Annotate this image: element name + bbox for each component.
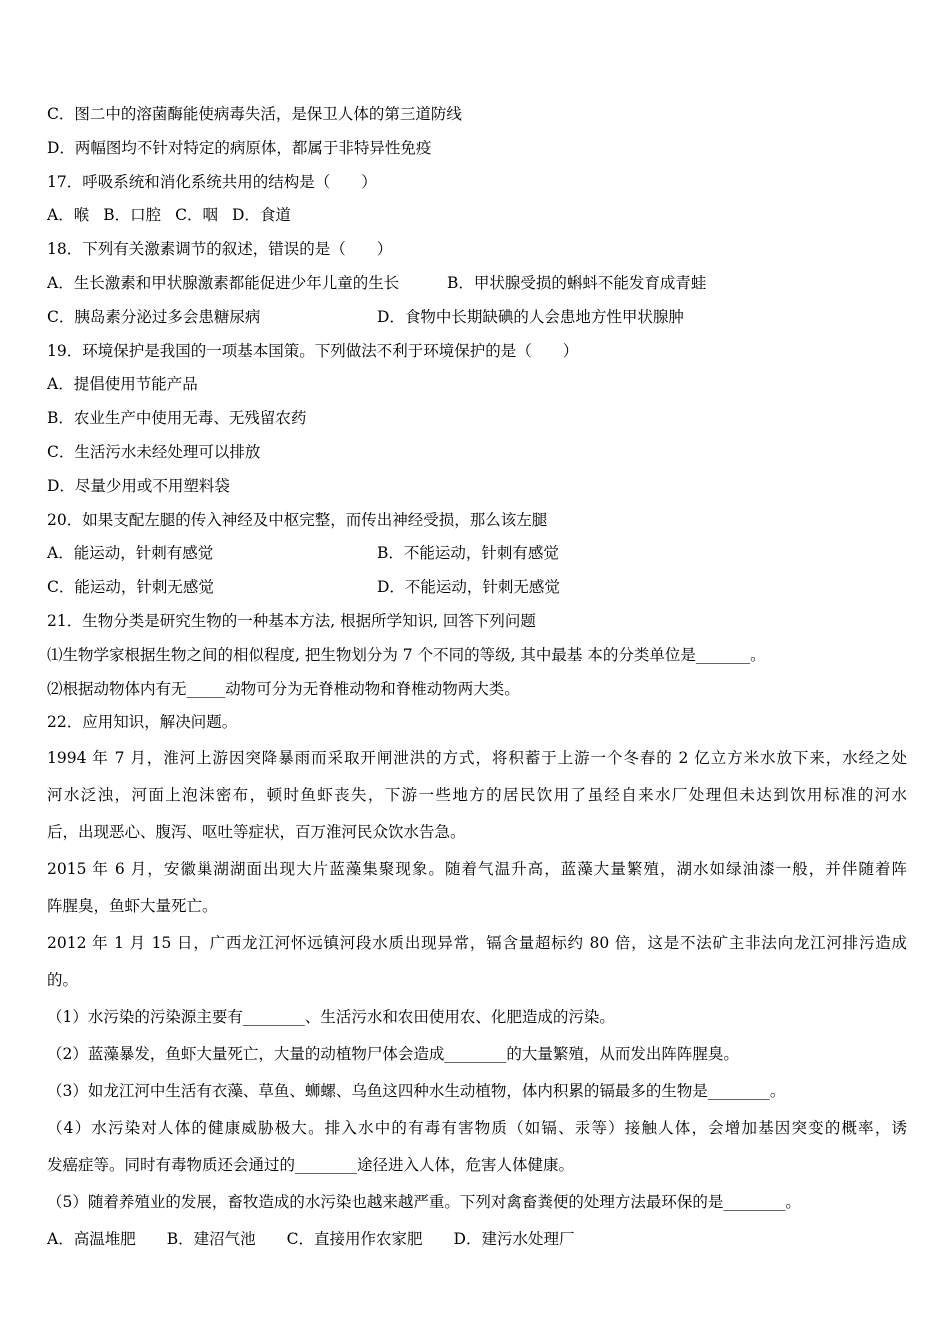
- q20-option-a: A．能运动，针刺有感觉: [47, 544, 214, 563]
- q22-paragraph2-line1: 2015 年 6 月，安徽巢湖湖面出现大片蓝藻集聚现象。随着气温升高，蓝藻大量繁殖，湖水如绿油漆一般，并伴随着阵: [47, 860, 907, 879]
- q20-option-d: D．不能运动，针刺无感觉: [377, 578, 560, 597]
- q17-option-a: A．喉: [47, 206, 90, 225]
- q19-option-c: C．生活污水未经处理可以排放: [47, 442, 261, 461]
- q17-option-c: C．咽: [175, 206, 218, 225]
- q20-option-c: C．能运动，针刺无感觉: [47, 578, 214, 597]
- q19-option-a: A．提倡使用节能产品: [47, 375, 198, 394]
- q19-option-b: B．农业生产中使用无毒、无残留农药: [47, 409, 307, 428]
- q18-option-b: B．甲状腺受损的蝌蚪不能发育成青蛙: [447, 273, 707, 292]
- q21-sub2: ⑵根据动物体内有无_____动物可分为无脊椎动物和脊椎动物两大类。: [47, 679, 520, 698]
- q22-paragraph2-line2: 阵腥臭，鱼虾大量死亡。: [47, 897, 218, 916]
- q17-options: [47, 199, 907, 233]
- q17-stem: 17．呼吸系统和消化系统共用的结构是（ ）: [47, 172, 377, 191]
- q22-sub5-option-d: D．建污水处理厂: [453, 1230, 575, 1249]
- q19-stem: 19．环境保护是我国的一项基本国策。下列做法不利于环境保护的是（ ）: [47, 341, 579, 360]
- q20-stem: 20．如果支配左腿的传入神经及中枢完整，而传出神经受损，那么该左腿: [47, 510, 548, 529]
- q22-sub3: （3）如龙江河中生活有衣藻、草鱼、蛳螺、乌鱼这四种水生动植物，体内积累的镉最多的生物是________。: [47, 1082, 786, 1101]
- q22-paragraph1-line2: 河水泛浊，河面上泡沫密布，顿时鱼虾丧失，下游一些地方的居民饮用了虽经自来水厂处理但未达到饮用标准的河水: [47, 786, 907, 805]
- q22-sub5-option-c: C．直接用作农家肥: [286, 1230, 423, 1249]
- q22-sub1: （1）水污染的污染源主要有________、生活污水和农田使用农、化肥造成的污染。: [47, 1008, 615, 1027]
- q17-option-b: B．口腔: [103, 206, 162, 225]
- q22-sub5-options: [47, 1221, 907, 1258]
- q19-option-d: D．尽量少用或不用塑料袋: [47, 476, 230, 495]
- q20-option-b: B．不能运动，针刺有感觉: [377, 544, 559, 563]
- exam-page: [47, 98, 907, 1258]
- q22-sub4-line2: 发癌症等。同时有毒物质还会通过的________途径进入人体，危害人体健康。: [47, 1156, 575, 1175]
- q18-options-row2: [47, 301, 907, 335]
- q22-paragraph3-line1: 2012 年 1 月 15 日，广西龙江河怀远镇河段水质出现异常，镉含量超标约 80 倍，这是不法矿主非法向龙江河排污造成: [47, 934, 907, 953]
- q22-paragraph3-line2: 的。: [47, 971, 79, 990]
- q20-options-row1: [47, 537, 907, 571]
- q18-option-d: D．食物中长期缺碘的人会患地方性甲状腺肿: [377, 307, 684, 326]
- q22-stem: 22．应用知识，解决问题。: [47, 713, 238, 732]
- q17-option-d: D．食道: [231, 206, 291, 225]
- q16-option-d: D．两幅图均不针对特定的病原体，都属于非特异性免疫: [47, 138, 432, 157]
- q16-option-c: C．图二中的溶菌酶能使病毒失活，是保卫人体的第三道防线: [47, 105, 462, 123]
- q21-stem: 21．生物分类是研究生物的一种基本方法, 根据所学知识, 回答下列问题: [47, 611, 536, 630]
- q22-sub2: （2）蓝藻暴发，鱼虾大量死亡，大量的动植物尸体会造成________的大量繁殖，从而发出阵阵腥臭。: [47, 1045, 739, 1064]
- q18-stem: 18．下列有关激素调节的叙述，错误的是（ ）: [47, 240, 393, 259]
- q21-sub1: ⑴生物学家根据生物之间的相似程度, 把生物划分为 7 个不同的等级, 其中最基 本的分类单位是_______。: [47, 645, 766, 664]
- q22-sub5-option-b: B．建沼气池: [166, 1230, 256, 1249]
- q18-option-c: C．胰岛素分泌过多会患糖尿病: [47, 307, 261, 326]
- q22-paragraph1-line3: 后，出现恶心、腹泻、呕吐等症状，百万淮河民众饮水告急。: [47, 823, 466, 842]
- q20-options-row2: [47, 571, 907, 605]
- q22-sub5: （5）随着养殖业的发展，畜牧造成的水污染也越来越严重。下列对禽畜粪便的处理方法最环保的是________。: [47, 1193, 801, 1212]
- q22-sub5-option-a: A．高温堆肥: [47, 1230, 136, 1249]
- q22-paragraph1-line1: 1994 年 7 月，淮河上游因突降暴雨而采取开闸泄洪的方式，将积蓄于上游一个冬春的 2 亿立方米水放下来，水经之处: [47, 749, 907, 768]
- q18-options-row1: [47, 267, 907, 301]
- q18-option-a: A．生长激素和甲状腺激素都能促进少年儿童的生长: [47, 273, 400, 292]
- q22-sub4-line1: （4）水污染对人体的健康威胁极大。排入水中的有毒有害物质（如镉、汞等）接触人体，会增加基因突变的概率，诱: [47, 1119, 907, 1138]
